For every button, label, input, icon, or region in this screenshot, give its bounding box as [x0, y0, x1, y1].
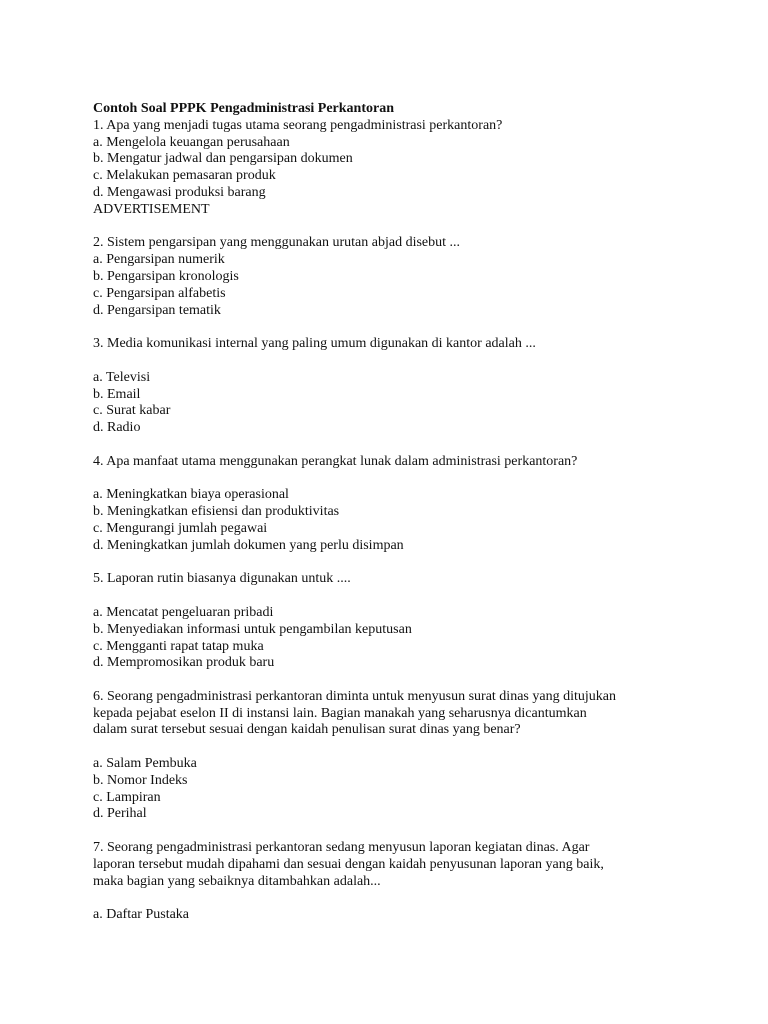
spacer: [93, 555, 693, 572]
q1-option-b: b. Mengatur jadwal dan pengarsipan dokumen: [93, 151, 353, 167]
q5-option-d: d. Mempromosikan produk baru: [93, 655, 275, 671]
spacer: [93, 437, 693, 454]
q6-option-d: d. Perihal: [93, 806, 147, 822]
question-7-line-3: maka bagian yang sebaiknya ditambahkan adalah...: [93, 873, 381, 889]
question-6-line-1: 6. Seorang pengadministrasi perkantoran diminta untuk menyusun surat dinas yang ditujukan: [93, 688, 616, 704]
q2-option-b: b. Pengarsipan kronologis: [93, 268, 239, 284]
q3-option-d: d. Radio: [93, 420, 141, 436]
q6-option-b: b. Nomor Indeks: [93, 772, 188, 788]
question-5: 5. Laporan rutin biasanya digunakan untuk ....: [93, 571, 351, 587]
spacer: [93, 672, 693, 689]
document-page: [93, 101, 693, 924]
q1-option-c: c. Melakukan pemasaran produk: [93, 168, 276, 184]
spacer: [93, 739, 693, 756]
q5-option-a: a. Mencatat pengeluaran pribadi: [93, 604, 274, 620]
q4-option-b: b. Meningkatkan efisiensi dan produktivitas: [93, 504, 340, 520]
question-7-line-1: 7. Seorang pengadministrasi perkantoran sedang menyusun laporan kegiatan dinas. Agar: [93, 840, 590, 856]
q7-option-a: a. Daftar Pustaka: [93, 907, 190, 923]
q4-option-a: a. Meningkatkan biaya operasional: [93, 487, 289, 503]
question-4: 4. Apa manfaat utama menggunakan perangkat lunak dalam administrasi perkantoran?: [93, 453, 578, 469]
spacer: [93, 353, 693, 370]
question-7-line-2: laporan tersebut mudah dipahami dan sesuai dengan kaidah penyusunan laporan yang baik,: [93, 856, 604, 872]
q2-option-d: d. Pengarsipan tematik: [93, 302, 221, 318]
spacer: [93, 588, 693, 605]
q3-option-c: c. Surat kabar: [93, 403, 171, 419]
q4-option-c: c. Mengurangi jumlah pegawai: [93, 520, 268, 536]
question-3: 3. Media komunikasi internal yang paling umum digunakan di kantor adalah ...: [93, 336, 536, 352]
spacer: [93, 890, 693, 907]
question-6-line-2: kepada pejabat eselon II di instansi lain. Bagian manakah yang seharusnya dicantumkan: [93, 705, 587, 721]
q6-option-c: c. Lampiran: [93, 789, 161, 805]
q2-option-a: a. Pengarsipan numerik: [93, 252, 225, 268]
spacer: [93, 471, 693, 488]
q6-option-a: a. Salam Pembuka: [93, 756, 197, 772]
q1-option-a: a. Mengelola keuangan perusahaan: [93, 134, 290, 150]
q3-option-b: b. Email: [93, 386, 141, 402]
q3-option-a: a. Televisi: [93, 369, 151, 385]
spacer: [93, 823, 693, 840]
question-1: 1. Apa yang menjadi tugas utama seorang pengadministrasi perkantoran?: [93, 117, 503, 133]
q2-option-c: c. Pengarsipan alfabetis: [93, 285, 226, 301]
q5-option-b: b. Menyediakan informasi untuk pengambilan keputusan: [93, 621, 412, 637]
document-title: Contoh Soal PPPK Pengadministrasi Perkantoran: [93, 101, 395, 116]
question-6-line-3: dalam surat tersebut sesuai dengan kaidah penulisan surat dinas yang benar?: [93, 722, 521, 738]
advertisement-label: ADVERTISEMENT: [93, 201, 210, 217]
question-2: 2. Sistem pengarsipan yang menggunakan urutan abjad disebut ...: [93, 235, 461, 251]
spacer: [93, 219, 693, 236]
q4-option-d: d. Meningkatkan jumlah dokumen yang perlu disimpan: [93, 537, 404, 553]
spacer: [93, 319, 693, 336]
q5-option-c: c. Mengganti rapat tatap muka: [93, 638, 264, 654]
q1-option-d: d. Mengawasi produksi barang: [93, 184, 266, 200]
